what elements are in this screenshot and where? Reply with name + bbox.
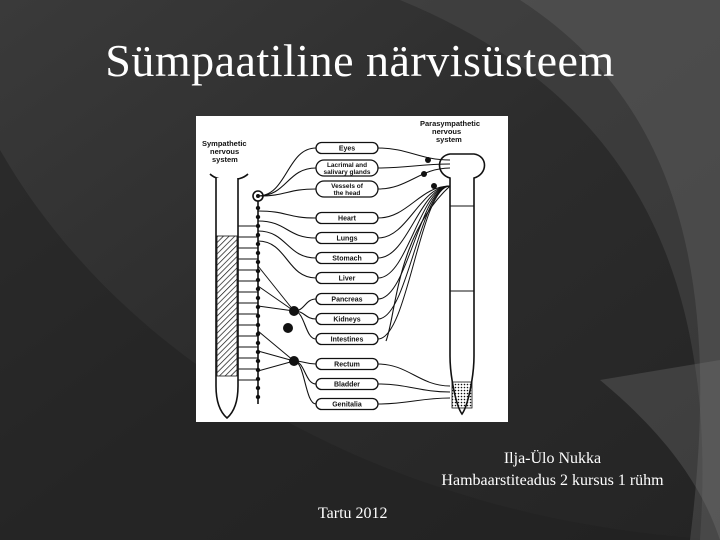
sympathetic-label-line-1: Sympathetic — [202, 139, 247, 148]
chain-ganglion — [256, 395, 260, 399]
collateral-ganglion — [289, 356, 299, 366]
author-group: Hambaarstiteadus 2 kursus 1 rühm — [441, 472, 664, 489]
chain-ganglion — [256, 206, 260, 210]
place-year: Tartu 2012 — [318, 505, 388, 522]
organ-vessels-of-the-head — [316, 181, 378, 197]
parasympathetic-spinal-cord — [440, 154, 485, 414]
svg-text:the head: the head — [333, 190, 361, 197]
collateral-ganglion — [289, 306, 299, 316]
chain-ganglion — [256, 296, 260, 300]
chain-ganglion — [256, 314, 260, 318]
parasympathetic-label-line-2: nervous — [432, 127, 462, 136]
svg-text:Heart: Heart — [338, 215, 356, 223]
organ-genitalia — [316, 399, 378, 410]
svg-text:Vessels of: Vessels of — [331, 183, 363, 190]
chain-ganglion — [256, 269, 260, 273]
sympathetic-spinal-cord — [210, 174, 248, 418]
svg-text:Bladder: Bladder — [333, 381, 361, 389]
svg-text:Lacrimal and: Lacrimal and — [326, 162, 368, 169]
parasympathetic-label-line-1: Parasympathetic — [420, 119, 481, 128]
chain-ganglion — [256, 341, 260, 345]
organ-liver — [316, 273, 378, 284]
slide-title: Sümpaatiline närvisüsteem — [105, 35, 615, 86]
svg-text:Eyes: Eyes — [338, 145, 356, 153]
chain-ganglion — [256, 377, 260, 381]
organ-eyes — [316, 143, 378, 154]
organ-intestines — [316, 334, 378, 345]
svg-text:Liver: Liver — [338, 275, 356, 283]
svg-text:Genitalia: Genitalia — [332, 401, 362, 409]
chain-ganglion — [256, 215, 260, 219]
organ-list — [316, 143, 378, 410]
svg-text:Pancreas: Pancreas — [331, 296, 363, 304]
chain-ganglion — [256, 386, 260, 390]
svg-text:salivary glands: salivary glands — [323, 169, 371, 176]
collateral-ganglion — [283, 323, 293, 333]
chain-ganglion — [256, 305, 260, 309]
sympathetic-label-line-2: nervous — [210, 147, 240, 156]
sympathetic-chain — [253, 191, 263, 404]
nervous-system-diagram — [196, 116, 508, 422]
organ-rectum — [316, 359, 378, 370]
svg-text:Rectum: Rectum — [334, 361, 360, 369]
organ-lacrimal-and-salivary-glands — [316, 160, 378, 176]
organ-lungs — [316, 233, 378, 244]
chain-ganglion — [256, 260, 260, 264]
chain-ganglion — [256, 242, 260, 246]
parasympathetic-label-line-3: system — [436, 135, 462, 144]
organ-stomach — [316, 253, 378, 264]
chain-ganglion — [256, 359, 260, 363]
chain-ganglion — [256, 233, 260, 237]
chain-ganglion — [256, 251, 260, 255]
sympathetic-label-line-3: system — [212, 155, 238, 164]
svg-text:Kidneys: Kidneys — [333, 316, 361, 324]
organ-heart — [316, 213, 378, 224]
svg-text:Stomach: Stomach — [332, 255, 362, 263]
organ-pancreas — [316, 294, 378, 305]
svg-text:Intestines: Intestines — [330, 336, 364, 344]
organ-kidneys — [316, 314, 378, 325]
author-name: Ilja-Ülo Nukka — [503, 450, 602, 467]
author-block — [400, 448, 705, 492]
svg-text:Lungs: Lungs — [336, 235, 358, 243]
chain-ganglion — [256, 350, 260, 354]
chain-ganglion — [256, 368, 260, 372]
organ-bladder — [316, 379, 378, 390]
chain-ganglion — [256, 278, 260, 282]
